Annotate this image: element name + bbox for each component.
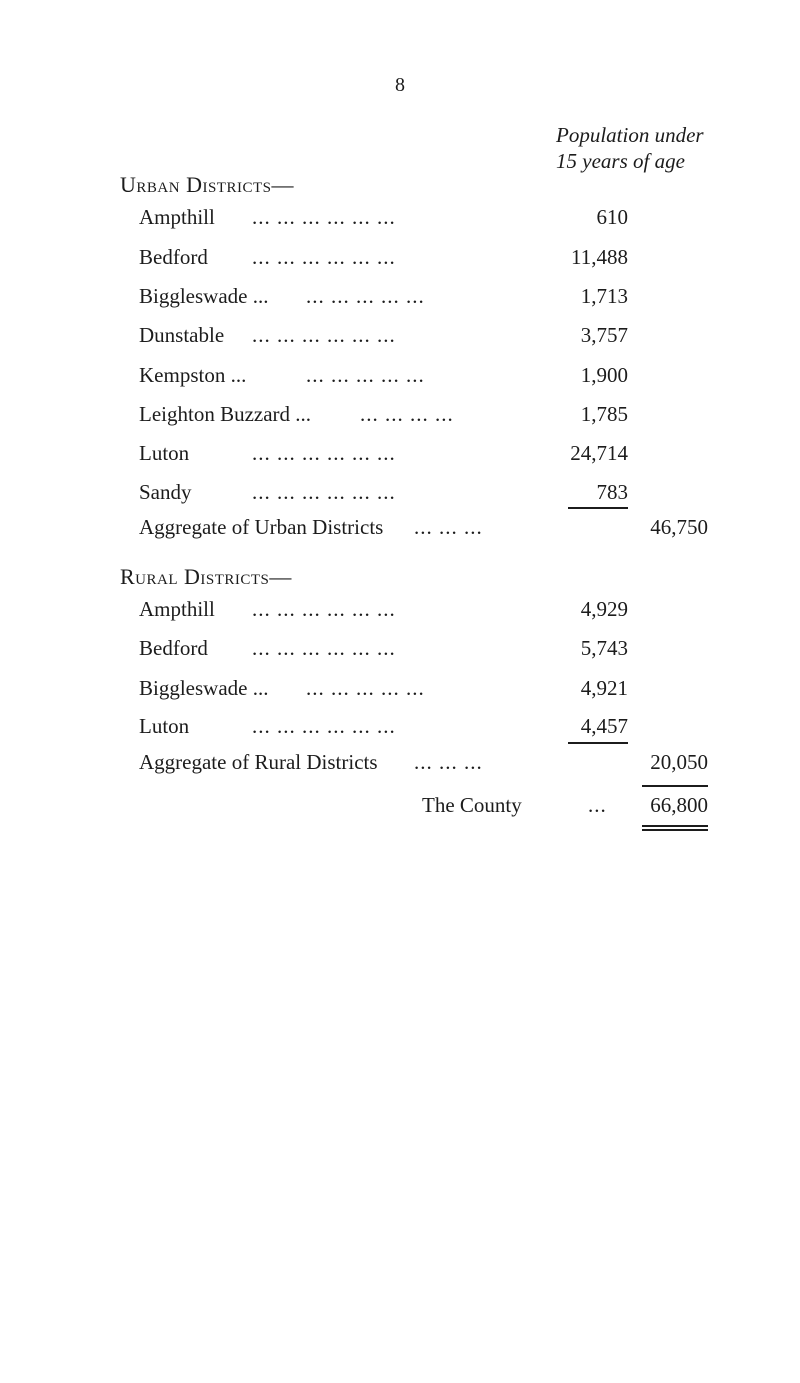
urban-aggregate-label: Aggregate of Urban Districts	[139, 515, 384, 539]
column-header	[556, 122, 704, 174]
urban-row-dots: ... ... ... ... ...	[306, 363, 425, 387]
county-total-value: 66,800	[650, 793, 708, 817]
urban-row-value: 3,757	[580, 323, 628, 347]
urban-row-name: Bedford	[139, 245, 208, 269]
urban-row-name: Leighton Buzzard ...	[139, 402, 312, 426]
urban-row-dots: ... ... ... ... ... ...	[252, 245, 396, 269]
rural-subtotal-rule	[568, 742, 628, 744]
rural-row-value: 4,929	[580, 597, 628, 621]
urban-districts-heading: Urban Districts—	[120, 172, 294, 197]
county-total-rule	[642, 785, 708, 787]
rural-row-value: 4,457	[580, 714, 628, 738]
urban-row-value: 1,713	[580, 284, 628, 308]
urban-row-name: Biggleswade ...	[139, 284, 269, 308]
rural-row-value: 5,743	[580, 636, 628, 660]
urban-aggregate-value: 46,750	[650, 515, 708, 539]
rural-aggregate-label: Aggregate of Rural Districts	[139, 750, 378, 774]
urban-row-value: 1,900	[580, 363, 628, 387]
urban-row-dots: ... ... ... ... ... ...	[252, 480, 396, 504]
double-rule-bottom	[642, 829, 708, 831]
rural-row-name: Ampthill	[139, 597, 215, 621]
urban-row-name: Dunstable	[139, 323, 225, 347]
urban-row-dots: ... ... ... ... ...	[306, 284, 425, 308]
column-header-line2: 15 years of age	[556, 149, 685, 173]
urban-row-value: 610	[596, 205, 628, 229]
urban-row-dots: ... ... ... ...	[360, 402, 454, 426]
rural-row-name: Bedford	[139, 636, 208, 660]
rural-row-value: 4,921	[580, 676, 628, 700]
rural-row-dots: ... ... ... ... ... ...	[252, 714, 396, 738]
rural-row-dots: ... ... ... ... ... ...	[252, 597, 396, 621]
urban-row-dots: ... ... ... ... ... ...	[252, 441, 396, 465]
rural-row-name: Biggleswade ...	[139, 676, 269, 700]
urban-row-value: 1,785	[580, 402, 628, 426]
urban-row-dots: ... ... ... ... ... ...	[252, 323, 396, 347]
urban-aggregate-dots: ... ... ...	[414, 515, 483, 539]
urban-row-name: Sandy	[139, 480, 192, 504]
column-header-line1: Population under	[556, 123, 704, 147]
rural-districts-heading: Rural Districts—	[120, 564, 292, 589]
urban-row-name: Luton	[139, 441, 190, 465]
urban-row-name: Kempston ...	[139, 363, 247, 387]
page-number: 8	[395, 74, 405, 96]
county-label: The County	[422, 793, 522, 817]
urban-row-value: 11,488	[571, 245, 628, 269]
double-rule-top	[642, 825, 708, 827]
rural-row-dots: ... ... ... ... ...	[306, 676, 425, 700]
rural-row-dots: ... ... ... ... ... ...	[252, 636, 396, 660]
rural-row-name: Luton	[139, 714, 190, 738]
urban-row-name: Ampthill	[139, 205, 215, 229]
urban-subtotal-rule	[568, 507, 628, 509]
urban-row-dots: ... ... ... ... ... ...	[252, 205, 396, 229]
rural-aggregate-value: 20,050	[650, 750, 708, 774]
urban-row-value: 24,714	[570, 441, 628, 465]
rural-aggregate-dots: ... ... ...	[414, 750, 483, 774]
county-dots: ...	[588, 793, 607, 817]
urban-row-value: 783	[596, 480, 628, 504]
